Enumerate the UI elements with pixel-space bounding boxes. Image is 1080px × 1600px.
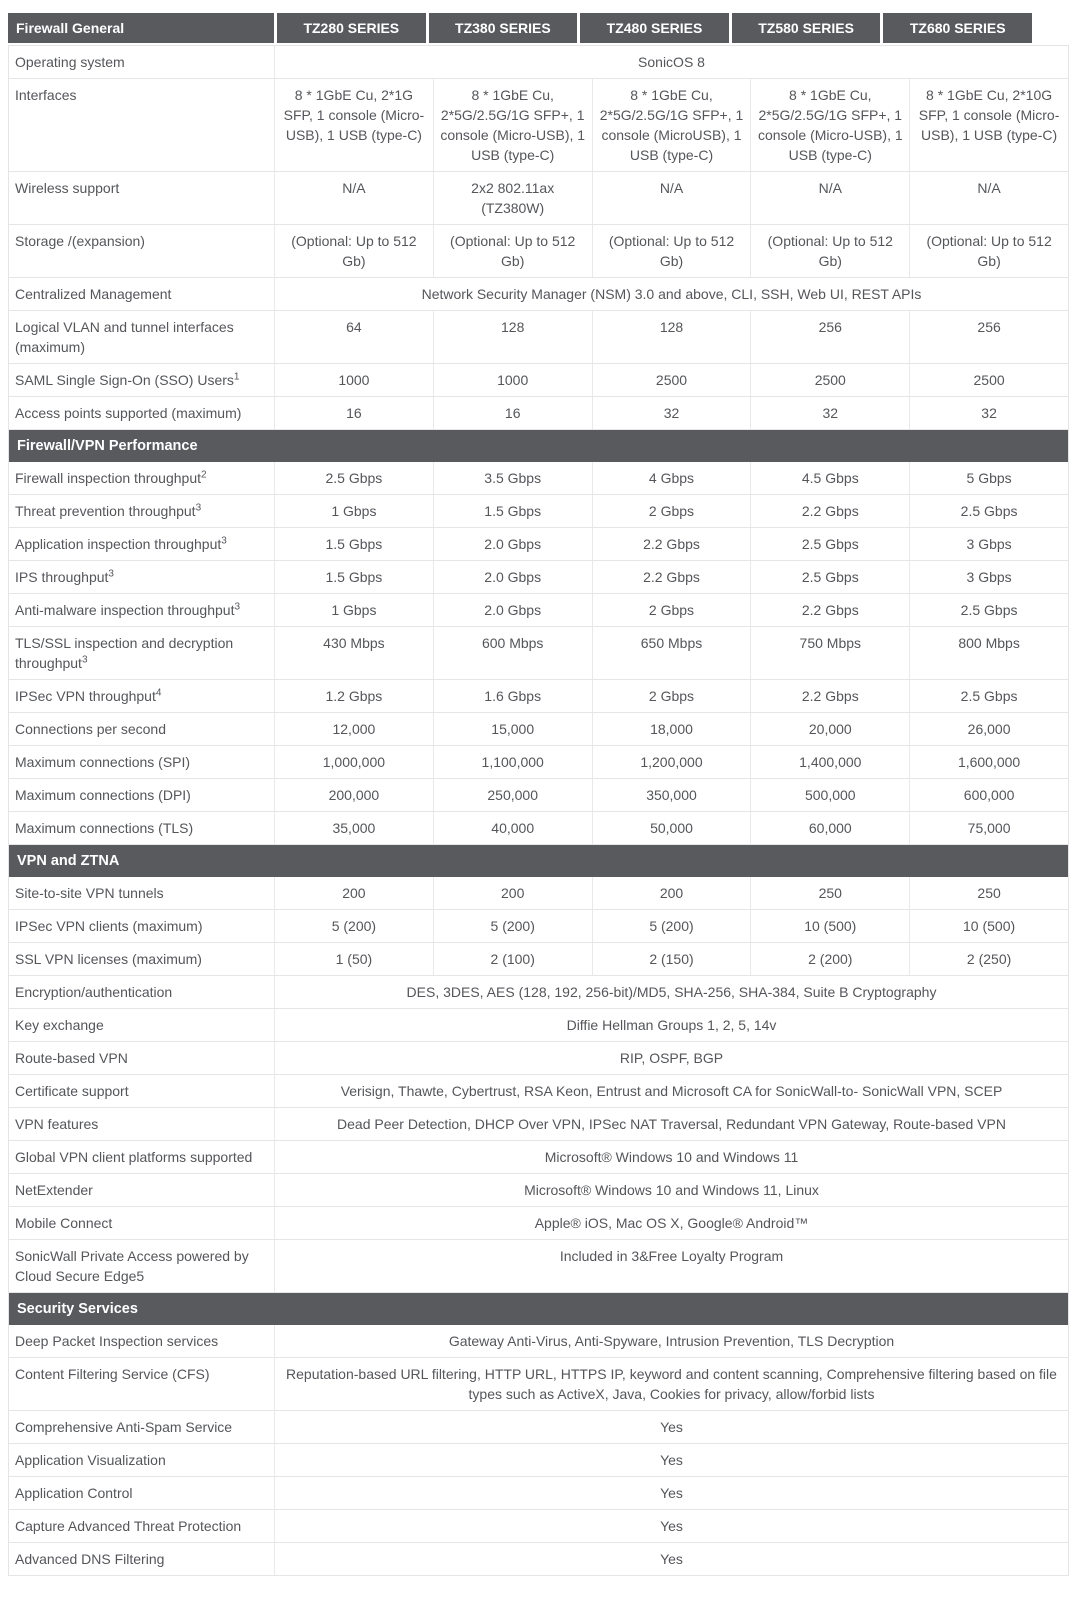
row-label: Maximum connections (DPI) (15, 787, 191, 803)
row-value: 2500 (909, 364, 1068, 396)
row-label: Application Visualization (15, 1452, 166, 1468)
table-row (9, 1174, 1068, 1207)
row-value: 1,000,000 (274, 746, 433, 778)
column-header-tz380-series: TZ380 SERIES (429, 13, 578, 43)
row-value-all-series: Yes (274, 1444, 1068, 1476)
row-value: 1,200,000 (592, 746, 751, 778)
row-value: 4 Gbps (592, 462, 751, 494)
row-value-all-series: Reputation-based URL filtering, HTTP URL, HTTPS IP, keyword and content scanning, Comprehensive filtering based on file types such as ActiveX, Java, Cookies for privacy, allow/forbid lists (274, 1358, 1068, 1410)
row-value: 32 (750, 397, 909, 429)
row-value: 26,000 (909, 713, 1068, 745)
row-value: 15,000 (433, 713, 592, 745)
row-value: 8 * 1GbE Cu, 2*10G SFP, 1 console (Micro-USB), 1 USB (type-C) (909, 79, 1068, 171)
row-value-all-series: Network Security Manager (NSM) 3.0 and above, CLI, SSH, Web UI, REST APIs (274, 278, 1068, 310)
table-row (9, 1042, 1068, 1075)
row-value: 2 Gbps (592, 680, 751, 712)
row-value: 2.5 Gbps (909, 594, 1068, 626)
row-value: N/A (592, 172, 751, 224)
row-value: 2 (250) (909, 943, 1068, 975)
row-value: 200,000 (274, 779, 433, 811)
table-column-headers (8, 13, 1032, 43)
table-row (9, 1240, 1068, 1293)
row-value: (Optional: Up to 512 Gb) (909, 225, 1068, 277)
row-value: 2.5 Gbps (750, 561, 909, 593)
row-value-all-series: Yes (274, 1543, 1068, 1575)
table-row (9, 172, 1068, 225)
row-value: 12,000 (274, 713, 433, 745)
row-value: 1 Gbps (274, 495, 433, 527)
row-value: 2 (100) (433, 943, 592, 975)
column-header-tz680-series: TZ680 SERIES (883, 13, 1032, 43)
row-value: 2500 (592, 364, 751, 396)
row-value: (Optional: Up to 512 Gb) (592, 225, 751, 277)
row-value: 2.2 Gbps (750, 495, 909, 527)
row-value: 256 (909, 311, 1068, 363)
row-value: 1.6 Gbps (433, 680, 592, 712)
row-value: 800 Mbps (909, 627, 1068, 679)
row-label: Anti-malware inspection throughput$^3$ (15, 601, 241, 618)
row-label: Application Control (15, 1485, 133, 1501)
section-header-firewall-vpn-performance: Firewall/VPN Performance (9, 430, 1068, 462)
table-row (9, 225, 1068, 278)
table-row (9, 713, 1068, 746)
table-row (9, 397, 1068, 430)
table-row (9, 877, 1068, 910)
row-label: IPSec VPN throughput$^4$ (15, 687, 162, 704)
row-value: 32 (909, 397, 1068, 429)
column-header-firewall-general: Firewall General (8, 13, 274, 43)
row-value-all-series: Microsoft® Windows 10 and Windows 11 (274, 1141, 1068, 1173)
table-row (9, 594, 1068, 627)
row-value: 1 (50) (274, 943, 433, 975)
row-value: N/A (909, 172, 1068, 224)
table-row (9, 79, 1068, 172)
row-value: 1000 (274, 364, 433, 396)
row-value: 1,600,000 (909, 746, 1068, 778)
row-value-all-series: SonicOS 8 (274, 46, 1068, 78)
row-value: 430 Mbps (274, 627, 433, 679)
row-value: N/A (750, 172, 909, 224)
row-value: 2 (200) (750, 943, 909, 975)
row-value-all-series: Yes (274, 1411, 1068, 1443)
row-value: 2 Gbps (592, 495, 751, 527)
row-value: 75,000 (909, 812, 1068, 844)
table-row (9, 495, 1068, 528)
row-value: 2.5 Gbps (750, 528, 909, 560)
column-header-tz280-series: TZ280 SERIES (277, 13, 426, 43)
spec-table-body (8, 45, 1069, 1576)
row-value: 200 (274, 877, 433, 909)
row-value-all-series: Yes (274, 1477, 1068, 1509)
row-value: 18,000 (592, 713, 751, 745)
row-value: 2.2 Gbps (750, 680, 909, 712)
row-label: NetExtender (15, 1182, 93, 1198)
row-value: (Optional: Up to 512 Gb) (433, 225, 592, 277)
row-value-all-series: Dead Peer Detection, DHCP Over VPN, IPSec NAT Traversal, Redundant VPN Gateway, Route-based VPN (274, 1108, 1068, 1140)
row-value: 16 (274, 397, 433, 429)
row-label: Key exchange (15, 1017, 104, 1033)
row-label: SSL VPN licenses (maximum) (15, 951, 202, 967)
table-row (9, 311, 1068, 364)
table-row (9, 1141, 1068, 1174)
table-row (9, 1325, 1068, 1358)
row-label: Maximum connections (SPI) (15, 754, 191, 770)
row-label: Storage /(expansion) (15, 233, 145, 249)
table-row (9, 462, 1068, 495)
row-value-all-series: Yes (274, 1510, 1068, 1542)
row-value: 3.5 Gbps (433, 462, 592, 494)
row-value: 3 Gbps (909, 528, 1068, 560)
row-value: 650 Mbps (592, 627, 751, 679)
row-label: Certificate support (15, 1083, 129, 1099)
row-value: 250 (750, 877, 909, 909)
row-label: SonicWall Private Access powered by Cloud Secure Edge5 (15, 1248, 249, 1284)
row-value: 250 (909, 877, 1068, 909)
row-value-all-series: Diffie Hellman Groups 1, 2, 5, 14v (274, 1009, 1068, 1041)
row-label: VPN features (15, 1116, 99, 1132)
row-label: Site-to-site VPN tunnels (15, 885, 164, 901)
table-row (9, 1358, 1068, 1411)
row-value: (Optional: Up to 512 Gb) (274, 225, 433, 277)
row-value-all-series: RIP, OSPF, BGP (274, 1042, 1068, 1074)
section-header-security-services: Security Services (9, 1293, 1068, 1325)
row-label: Operating system (15, 54, 125, 70)
row-value: 32 (592, 397, 751, 429)
table-row (9, 812, 1068, 845)
row-value: 64 (274, 311, 433, 363)
row-value: (Optional: Up to 512 Gb) (750, 225, 909, 277)
row-value: 35,000 (274, 812, 433, 844)
row-value: 2.5 Gbps (909, 680, 1068, 712)
row-value-all-series: Microsoft® Windows 10 and Windows 11, Linux (274, 1174, 1068, 1206)
row-label: IPSec VPN clients (maximum) (15, 918, 203, 934)
table-row (9, 528, 1068, 561)
row-value: 600,000 (909, 779, 1068, 811)
row-value: 128 (433, 311, 592, 363)
column-header-tz480-series: TZ480 SERIES (580, 13, 729, 43)
section-header-vpn-and-ztna: VPN and ZTNA (9, 845, 1068, 877)
row-value: 20,000 (750, 713, 909, 745)
row-value: 10 (500) (750, 910, 909, 942)
row-value: 2 (150) (592, 943, 751, 975)
row-value: 8 * 1GbE Cu, 2*5G/2.5G/1G SFP+, 1 console (Micro-USB), 1 USB (type-C) (433, 79, 592, 171)
table-row (9, 910, 1068, 943)
row-value: 200 (433, 877, 592, 909)
row-value: 200 (592, 877, 751, 909)
table-row (9, 1411, 1068, 1444)
row-label: TLS/SSL inspection and decryption throughput$^3$ (15, 635, 234, 671)
table-row (9, 1075, 1068, 1108)
row-value: 350,000 (592, 779, 751, 811)
row-value: 1.5 Gbps (433, 495, 592, 527)
row-value: 2.0 Gbps (433, 561, 592, 593)
table-row (9, 779, 1068, 812)
row-label: Firewall inspection throughput$^2$ (15, 469, 207, 486)
table-row (9, 561, 1068, 594)
row-label: Comprehensive Anti-Spam Service (15, 1419, 233, 1435)
row-value: 1.5 Gbps (274, 528, 433, 560)
table-row (9, 627, 1068, 680)
row-label: Interfaces (15, 87, 77, 103)
row-value: 5 Gbps (909, 462, 1068, 494)
column-header-tz580-series: TZ580 SERIES (732, 13, 881, 43)
row-label: Access points supported (maximum) (15, 405, 242, 421)
row-label: Centralized Management (15, 286, 172, 302)
row-value: 1 Gbps (274, 594, 433, 626)
table-row (9, 1108, 1068, 1141)
row-label: Deep Packet Inspection services (15, 1333, 219, 1349)
row-value-all-series: Included in 3&Free Loyalty Program (274, 1240, 1068, 1292)
table-row (9, 1207, 1068, 1240)
row-value: 1,100,000 (433, 746, 592, 778)
row-value-all-series: Verisign, Thawte, Cybertrust, RSA Keon, Entrust and Microsoft CA for SonicWall-to- SonicWall VPN, SCEP (274, 1075, 1068, 1107)
table-row (9, 278, 1068, 311)
row-value: 2.5 Gbps (909, 495, 1068, 527)
row-label: Logical VLAN and tunnel interfaces (maximum) (15, 319, 234, 355)
row-value: 2.0 Gbps (433, 594, 592, 626)
table-row (9, 746, 1068, 779)
row-value-all-series: Gateway Anti-Virus, Anti-Spyware, Intrusion Prevention, TLS Decryption (274, 1325, 1068, 1357)
row-value: 2x2 802.11ax (TZ380W) (433, 172, 592, 224)
row-value: N/A (274, 172, 433, 224)
row-value: 60,000 (750, 812, 909, 844)
row-value: 1,400,000 (750, 746, 909, 778)
row-value: 5 (200) (592, 910, 751, 942)
row-label: IPS throughput$^3$ (15, 568, 114, 585)
row-value: 1.5 Gbps (274, 561, 433, 593)
table-row (9, 1543, 1068, 1576)
row-value: 2.2 Gbps (592, 561, 751, 593)
row-value-all-series: Apple® iOS, Mac OS X, Google® Android™ (274, 1207, 1068, 1239)
row-label: Connections per second (15, 721, 166, 737)
row-value: 750 Mbps (750, 627, 909, 679)
table-row (9, 1510, 1068, 1543)
row-value: 2500 (750, 364, 909, 396)
table-row (9, 46, 1068, 79)
row-label: Mobile Connect (15, 1215, 113, 1231)
row-value: 40,000 (433, 812, 592, 844)
row-value: 2.2 Gbps (592, 528, 751, 560)
row-value: 8 * 1GbE Cu, 2*1G SFP, 1 console (Micro-USB), 1 USB (type-C) (274, 79, 433, 171)
table-row (9, 976, 1068, 1009)
row-value: 3 Gbps (909, 561, 1068, 593)
row-label: SAML Single Sign-On (SSO) Users$^1$ (15, 371, 240, 388)
table-row (9, 1009, 1068, 1042)
row-value: 500,000 (750, 779, 909, 811)
row-label: Global VPN client platforms supported (15, 1149, 253, 1165)
row-value: 2.0 Gbps (433, 528, 592, 560)
row-label: Encryption/authentication (15, 984, 173, 1000)
row-value: 2.2 Gbps (750, 594, 909, 626)
row-value: 2 Gbps (592, 594, 751, 626)
table-row (9, 680, 1068, 713)
row-value: 1.2 Gbps (274, 680, 433, 712)
row-label: Content Filtering Service (CFS) (15, 1366, 210, 1382)
row-label: Wireless support (15, 180, 120, 196)
row-value: 2.5 Gbps (274, 462, 433, 494)
row-value: 50,000 (592, 812, 751, 844)
row-value: 16 (433, 397, 592, 429)
row-value: 10 (500) (909, 910, 1068, 942)
row-label: Advanced DNS Filtering (15, 1551, 165, 1567)
table-row (9, 943, 1068, 976)
table-row (9, 1444, 1068, 1477)
row-label: Threat prevention throughput$^3$ (15, 502, 202, 519)
row-value: 8 * 1GbE Cu, 2*5G/2.5G/1G SFP+, 1 console (Micro-USB), 1 USB (type-C) (750, 79, 909, 171)
row-value: 5 (200) (274, 910, 433, 942)
row-value: 5 (200) (433, 910, 592, 942)
row-value: 256 (750, 311, 909, 363)
row-value-all-series: DES, 3DES, AES (128, 192, 256-bit)/MD5, SHA-256, SHA-384, Suite B Cryptography (274, 976, 1068, 1008)
row-value: 1000 (433, 364, 592, 396)
row-label: Capture Advanced Threat Protection (15, 1518, 242, 1534)
row-value: 128 (592, 311, 751, 363)
row-label: Maximum connections (TLS) (15, 820, 194, 836)
row-value: 8 * 1GbE Cu, 2*5G/2.5G/1G SFP+, 1 console (MicroUSB), 1 USB (type-C) (592, 79, 751, 171)
table-row (9, 364, 1068, 397)
row-value: 250,000 (433, 779, 592, 811)
row-label: Route-based VPN (15, 1050, 128, 1066)
row-label: Application inspection throughput$^3$ (15, 535, 227, 552)
row-value: 600 Mbps (433, 627, 592, 679)
table-row (9, 1477, 1068, 1510)
row-value: 4.5 Gbps (750, 462, 909, 494)
